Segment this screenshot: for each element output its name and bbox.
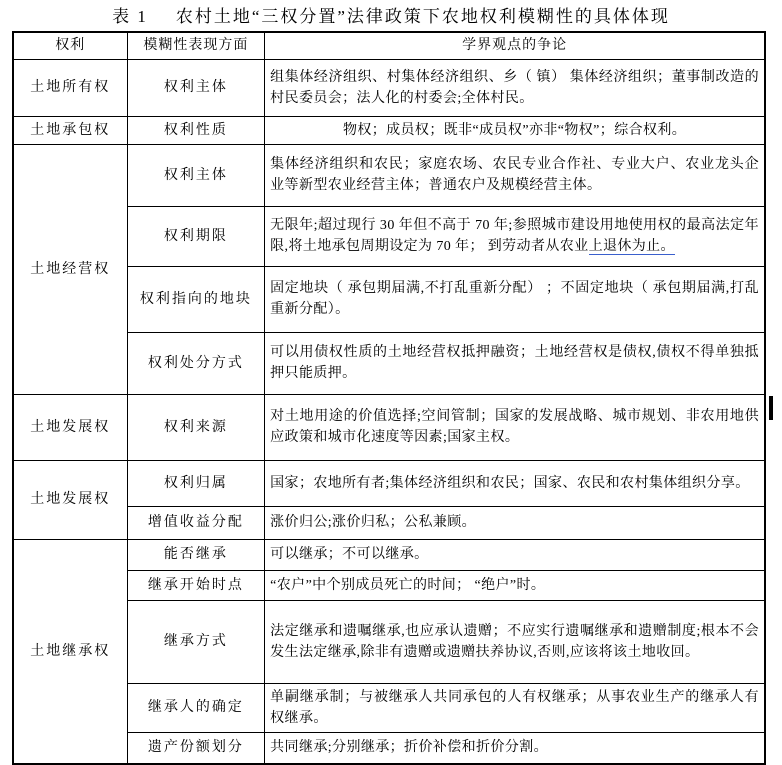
debate-text: 无限年;超过现行 30 年但不高于 70 年;参照城市建设用地使用权的最高法定年限,将土地承包周期设定为 70 年； 到劳动者从农业	[270, 218, 759, 254]
ambiguity-table	[12, 31, 766, 765]
debate-cell	[265, 206, 765, 266]
aspect-cell: 权利处分方式	[127, 332, 265, 394]
debate-cell: 集体经济组织和农民；家庭农场、农民专业合作社、专业大户、农业龙头企业等新型农业经营主体；普通农户及规模经营主体。	[265, 144, 765, 206]
table-row	[13, 59, 765, 116]
aspect-cell: 权利主体	[127, 59, 265, 116]
debate-cell: 单嗣继承制；与被继承人共同承包的人有权继承；从事农业生产的继承人有权继承。	[265, 683, 765, 732]
table-row	[13, 116, 765, 144]
aspect-cell: 能否继承	[127, 539, 265, 570]
aspect-cell: 遗产份额划分	[127, 732, 265, 764]
debate-cell: 可以继承；不可以继承。	[265, 539, 765, 570]
rights-group-cell: 土地经营权	[13, 144, 127, 394]
table-title-text: 农村土地“三权分置”法律政策下农地权利模糊性的具体体现	[175, 7, 670, 26]
aspect-cell: 继承开始时点	[127, 570, 265, 600]
debate-cell: 共同继承;分别继承；折价补偿和折价分割。	[265, 732, 765, 764]
header-row	[13, 32, 765, 59]
rights-group-cell: 土地发展权	[13, 394, 127, 460]
rights-group-cell: 土地继承权	[13, 539, 127, 764]
rights-group-cell: 土地发展权	[13, 460, 127, 539]
rights-group-cell: 土地所有权	[13, 59, 127, 116]
aspect-cell: 继承方式	[127, 600, 265, 683]
table-row	[13, 144, 765, 206]
text-cursor-artifact	[769, 396, 773, 420]
aspect-cell: 增值收益分配	[127, 506, 265, 539]
header-cell-rights: 权利	[13, 32, 127, 59]
aspect-cell: 权利来源	[127, 394, 265, 460]
aspect-cell: 权利主体	[127, 144, 265, 206]
aspect-cell: 权利指向的地块	[127, 266, 265, 332]
grammar-check-underline: 上退休为止。	[588, 239, 675, 254]
debate-cell: 对土地用途的价值选择;空间管制；国家的发展战略、城市规划、非农用地供应政策和城市化速度等因素;国家主权。	[265, 394, 765, 460]
debate-cell: 涨价归公;涨价归私；公私兼顾。	[265, 506, 765, 539]
table-number: 表 1	[112, 7, 148, 26]
table-row	[13, 539, 765, 570]
debate-cell: 法定继承和遗嘱继承,也应承认遗赠；不应实行遗嘱继承和遗赠制度;根本不会发生法定继承,除非有遗赠或遗赠扶养协议,否则,应该将该土地收回。	[265, 600, 765, 683]
rights-group-cell: 土地承包权	[13, 116, 127, 144]
aspect-cell: 继承人的确定	[127, 683, 265, 732]
debate-cell: 固定地块（ 承包期届满,不打乱重新分配） ；不固定地块（ 承包期届满,打乱重新分配）。	[265, 266, 765, 332]
table-row	[13, 394, 765, 460]
table-row	[13, 460, 765, 506]
aspect-cell: 权利性质	[127, 116, 265, 144]
header-cell-aspect: 模糊性表现方面	[127, 32, 265, 59]
aspect-cell: 权利期限	[127, 206, 265, 266]
debate-cell: 国家；农地所有者;集体经济组织和农民；国家、农民和农村集体组织分享。	[265, 460, 765, 506]
debate-cell: 组集体经济组织、村集体经济组织、乡（ 镇） 集体经济组织；董事制改造的村民委员会；法人化的村委会;全体村民。	[265, 59, 765, 116]
debate-cell: 可以用债权性质的土地经营权抵押融资；土地经营权是债权,债权不得单独抵押只能质押。	[265, 332, 765, 394]
aspect-cell: 权利归属	[127, 460, 265, 506]
table-title	[0, 2, 782, 27]
debate-cell: “农户”中个别成员死亡的时间； “绝户”时。	[265, 570, 765, 600]
header-cell-debate: 学界观点的争论	[265, 32, 765, 59]
debate-cell: 物权；成员权；既非“成员权”亦非“物权”；综合权利。	[265, 116, 765, 144]
